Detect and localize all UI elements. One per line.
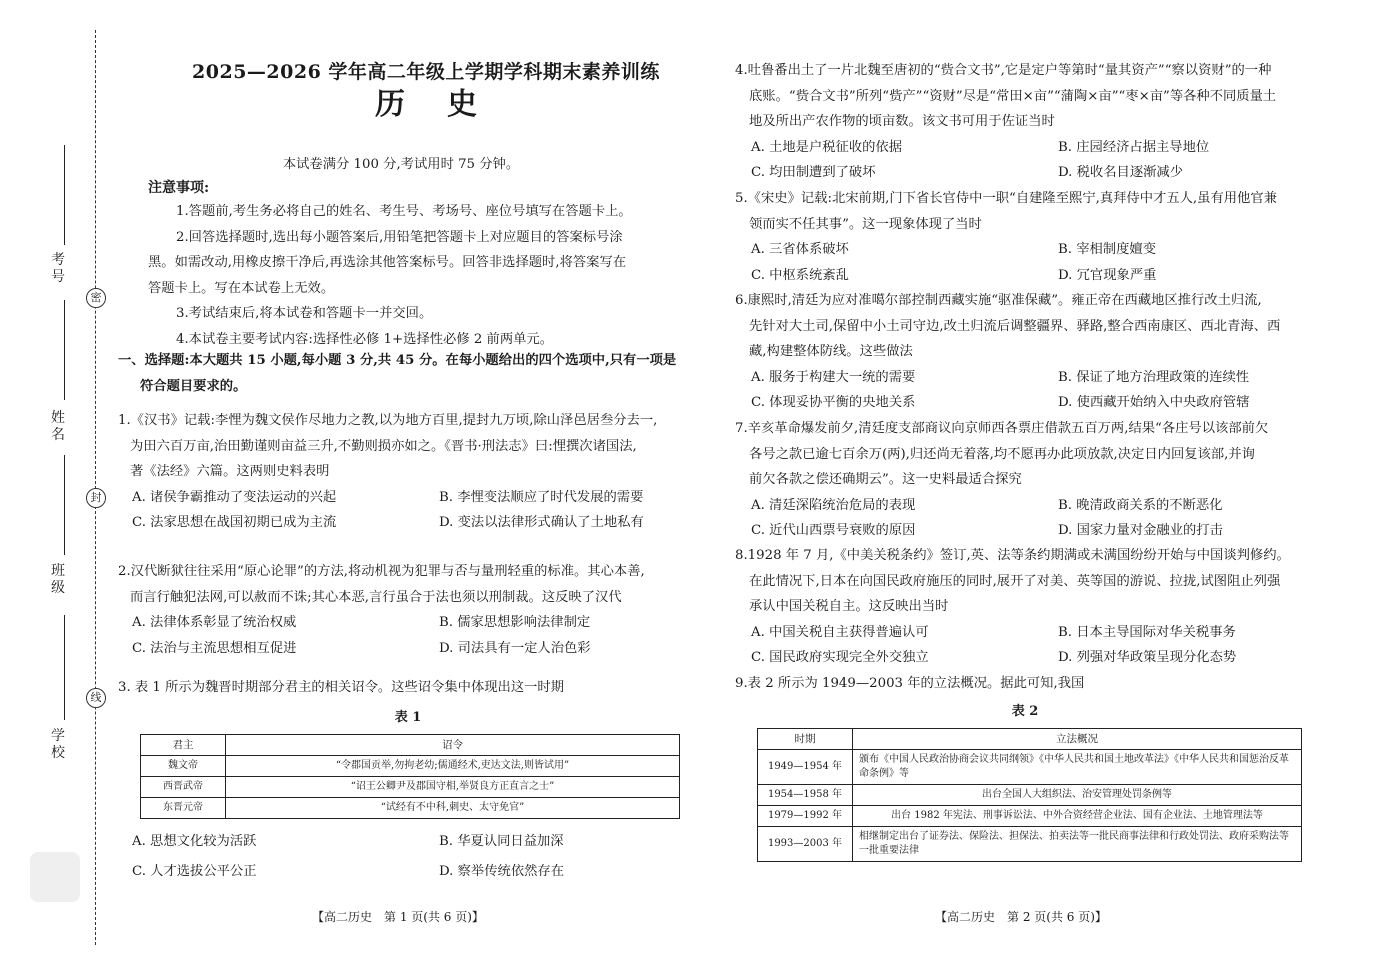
notice-line: 4.本试卷主要考试内容:选择性必修 1+选择性必修 2 前两单元。	[176, 331, 554, 347]
q7-option-a[interactable]: A. 清廷深陷统治危局的表现	[751, 497, 916, 513]
table-1-cell: 西晋武帝	[141, 777, 226, 798]
q8-option-b[interactable]: B. 日本主导国际对华关税事务	[1058, 624, 1236, 640]
notice-heading: 注意事项:	[148, 180, 210, 196]
q5-option-d[interactable]: D. 冗官现象严重	[1058, 267, 1157, 283]
exam-number-label: 考号	[51, 252, 65, 285]
section-heading	[118, 348, 698, 399]
table-1	[140, 734, 680, 819]
seal-mark-xian: 线	[86, 688, 106, 708]
table-2-cell: 相继制定出台了证券法、保险法、担保法、拍卖法等一批民商事法律和行政处罚法、政府采购法等一批重要法律	[853, 827, 1302, 862]
q8-stem: 在此情况下,日本在向国民政府施压的同时,展开了对美、英等国的游说、拉拢,试图阻止列强	[749, 573, 1281, 589]
stamp-smudge	[30, 852, 80, 902]
table-2-cell: 颁布《中国人民政治协商会议共同纲领》《中华人民共和国土地改革法》《中华人民共和国惩治反革命条例》等	[853, 750, 1302, 785]
q7-stem: 7.辛亥革命爆发前夕,清廷度支部商议向京师西各票庄借款五百万两,结果“各庄号以该部前欠	[735, 421, 1269, 436]
q4-option-c[interactable]: C. 均田制遭到了破坏	[751, 165, 876, 180]
q1-stem: 为田六百万亩,治田勤谨则亩益三升,不勤则损亦如之。《晋书·刑法志》曰:悝撰次诸国法,	[130, 438, 637, 454]
exam-number-blank[interactable]	[64, 145, 65, 245]
q3-option-d[interactable]: D. 察举传统依然存在	[439, 863, 565, 879]
q2-stem: 而言行触犯法网,可以赦而不诛;其心本恶,言行虽合于法也须以刑制裁。这反映了汉代	[130, 589, 622, 605]
exam-title: 2025—2026 学年高二年级上学期学科期末素养训练	[192, 61, 660, 83]
question-8	[735, 543, 1315, 671]
q8-option-d[interactable]: D. 列强对华政策呈现分化态势	[1058, 650, 1237, 665]
question-6	[735, 288, 1315, 416]
q1-option-d[interactable]: D. 变法以法律形式确认了土地私有	[439, 515, 644, 530]
notice-list	[148, 199, 668, 352]
q3-option-b[interactable]: B. 华夏认同日益加深	[439, 834, 564, 849]
notice-line: 黑。如需改动,用橡皮擦干净后,再选涂其他答案标号。回答非选择题时,将答案写在	[148, 255, 627, 270]
q8-option-c[interactable]: C. 国民政府实现完全外交独立	[751, 650, 929, 665]
q8-stem: 8.1928 年 7 月,《中美关税条约》签订,英、法等条约期满或未满国纷纷开始与中国谈判修约。	[735, 548, 1290, 563]
q4-stem: 地及所出产农作物的顷亩数。该文书可用于佐证当时	[749, 114, 1055, 129]
school-label: 学校	[51, 728, 65, 761]
class-blank[interactable]	[64, 455, 65, 555]
notice-line: 3.考试结束后,将本试卷和答题卡一并交回。	[176, 306, 433, 321]
table-2-cell: 1993—2003 年	[758, 827, 853, 862]
table-2-cell: 出台全国人大组织法、治安管理处罚条例等	[853, 785, 1302, 806]
table-1-caption: 表 1	[394, 709, 422, 725]
notice-line: 答题卡上。写在本试卷上无效。	[148, 280, 335, 296]
q3-stem: 3. 表 1 所示为魏晋时期部分君主的相关诏令。这些诏令集中体现出这一时期	[118, 680, 565, 695]
seal-mark-mi: 密	[86, 288, 106, 308]
q2-option-b[interactable]: B. 儒家思想影响法律制定	[439, 615, 591, 630]
binding-margin	[0, 0, 112, 972]
q3-option-a[interactable]: A. 思想文化较为活跃	[132, 834, 257, 849]
q7-option-d[interactable]: D. 国家力量对金融业的打击	[1058, 523, 1223, 538]
q6-option-d[interactable]: D. 使西藏开始纳入中央政府管辖	[1058, 395, 1250, 410]
table-2-header: 立法概况	[853, 729, 1302, 750]
q5-stem: 领而实不任其事”。这一现象体现了当时	[749, 216, 982, 232]
q6-stem: 藏,构建整体防线。这些做法	[749, 344, 913, 359]
section-line: 符合题目要求的。	[140, 378, 247, 394]
q1-stem: 1.《汉书》记载:李悝为魏文侯作尽地力之教,以为地方百里,提封九万顷,除山泽邑居叁分去一,	[118, 413, 658, 428]
notice-line: 1.答题前,考生务必将自己的姓名、考生号、考场号、座位号填写在答题卡上。	[176, 204, 632, 219]
q7-stem: 各号之款已逾七百余万(两),归还尚无着落,均不愿再办此项放款,决定日内回复该部,并询	[749, 446, 1255, 462]
table-2-cell: 1954—1958 年	[758, 785, 853, 806]
question-3	[118, 675, 698, 884]
section-line: 一、选择题:本大题共 15 小题,每小题 3 分,共 45 分。在每小题给出的四个选项中,只有一项是	[118, 353, 677, 368]
q5-option-a[interactable]: A. 三省体系破坏	[751, 242, 849, 257]
q6-stem: 先针对大土司,保留中小土司守边,改土归流后调整疆界、驿路,整合西南康区、西北青海、西	[749, 318, 1281, 334]
q6-stem: 6.康熙时,清廷为应对准噶尔部控制西藏实施“驱准保藏”。雍正帝在西藏地区推行改土归流,	[735, 293, 1262, 308]
subject-title: 历史	[375, 87, 519, 122]
q3-option-c[interactable]: C. 人才选拔公平公正	[132, 863, 257, 879]
table-1-cell: 魏文帝	[141, 756, 226, 777]
question-7	[735, 416, 1315, 544]
question-1	[118, 408, 698, 536]
q7-stem: 前欠各款之偿还确期云”。这一史料最适合探究	[749, 472, 1022, 487]
name-label: 姓名	[51, 410, 65, 443]
table-2-cell: 1979—1992 年	[758, 806, 853, 827]
q1-option-a[interactable]: A. 诸侯争霸推动了变法运动的兴起	[132, 489, 337, 505]
q6-option-c[interactable]: C. 体现妥协平衡的央地关系	[751, 395, 916, 410]
table-2-header: 时期	[758, 729, 853, 750]
page-1-footer: 【高二历史 第 1 页(共 6 页)】	[312, 910, 484, 924]
table-1-cell: “诏王公卿尹及郡国守相,举贤良方正直言之士”	[226, 777, 680, 798]
name-blank[interactable]	[64, 300, 65, 400]
q4-option-a[interactable]: A. 土地是户税征收的依据	[751, 139, 903, 155]
table-2-caption: 表 2	[1011, 703, 1039, 719]
table-1-cell: 东晋元帝	[141, 798, 226, 819]
table-1-header: 诏令	[226, 735, 680, 756]
q4-option-b[interactable]: B. 庄园经济占据主导地位	[1058, 139, 1210, 155]
table-2-cell: 1949—1954 年	[758, 750, 853, 785]
page-2-footer: 【高二历史 第 2 页(共 6 页)】	[935, 910, 1107, 924]
q7-option-c[interactable]: C. 近代山西票号衰败的原因	[751, 523, 916, 538]
q2-option-d[interactable]: D. 司法具有一定人治色彩	[439, 640, 591, 656]
q2-option-a[interactable]: A. 法律体系彰显了统治权威	[132, 615, 297, 630]
q5-stem: 5.《宋史》记载:北宋前期,门下省长官侍中一职“自建隆至熙宁,真拜侍中才五人,虽有用他官兼	[735, 191, 1277, 206]
q1-stem: 著《法经》六篇。这两则史料表明	[130, 464, 330, 479]
q6-option-b[interactable]: B. 保证了地方治理政策的连续性	[1058, 369, 1250, 385]
class-label: 班级	[51, 563, 65, 596]
q8-stem: 承认中国关税自主。这反映出当时	[749, 599, 949, 614]
q5-option-c[interactable]: C. 中枢系统紊乱	[751, 267, 849, 283]
q7-option-b[interactable]: B. 晚清政商关系的不断恶化	[1058, 497, 1223, 513]
table-2-cell: 出台 1982 年宪法、刑事诉讼法、中外合资经营企业法、国有企业法、土地管理法等	[853, 806, 1302, 827]
question-5	[735, 186, 1315, 288]
q1-option-b[interactable]: B. 李悝变法顺应了时代发展的需要	[439, 489, 644, 505]
table-1-cell: “试经有不中科,刺史、太守免官”	[226, 798, 680, 819]
q4-stem: 4.吐鲁番出土了一片北魏至唐初的“赀合文书”,它是定户等第时“量其资产”“察以资财”的一种	[735, 63, 1272, 78]
question-9	[735, 671, 1315, 862]
q2-stem: 2.汉代断狱往往采用“原心论罪”的方法,将动机视为犯罪与否与量刑轻重的标准。其心本善,	[118, 564, 645, 579]
q4-option-d[interactable]: D. 税收名目逐渐减少	[1058, 165, 1184, 180]
q2-option-c[interactable]: C. 法治与主流思想相互促进	[132, 640, 297, 656]
table-2	[757, 728, 1302, 862]
q9-stem: 9.表 2 所示为 1949—2003 年的立法概况。据此可知,我国	[735, 676, 1085, 691]
school-blank[interactable]	[64, 615, 65, 720]
score-note: 本试卷满分 100 分,考试用时 75 分钟。	[282, 157, 520, 172]
question-2	[118, 559, 698, 661]
q1-option-c[interactable]: C. 法家思想在战国初期已成为主流	[132, 515, 337, 530]
q6-option-a[interactable]: A. 服务于构建大一统的需要	[751, 369, 916, 385]
table-1-header: 君主	[141, 735, 226, 756]
table-1-cell: “令郡国贡举,勿拘老幼;儒通经术,吏达文法,则皆试用”	[226, 756, 680, 777]
q5-option-b[interactable]: B. 宰相制度嬗变	[1058, 242, 1157, 257]
q8-option-a[interactable]: A. 中国关税自主获得普遍认可	[751, 624, 929, 640]
question-4	[735, 58, 1315, 186]
notice-line: 2.回答选择题时,选出每小题答案后,用铅笔把答题卡上对应题目的答案标号涂	[176, 229, 623, 245]
q4-stem: 底账。“赀合文书”所列“赀产”“资财”尽是“常田×亩”“蒲陶×亩”“枣×亩”等各种不同质量土	[749, 88, 1277, 104]
seal-mark-feng: 封	[86, 488, 106, 508]
